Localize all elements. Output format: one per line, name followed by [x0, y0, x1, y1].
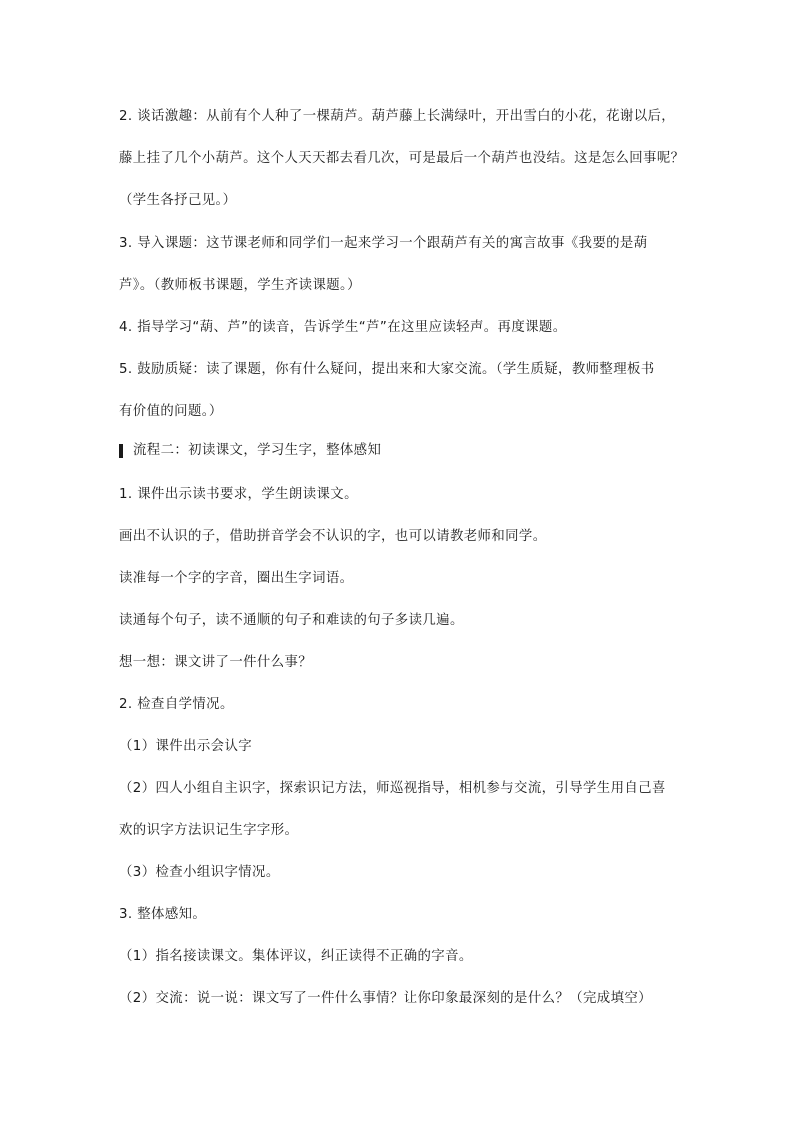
paragraph-line: 1. 课件出示读书要求，学生朗读课文。	[119, 487, 358, 502]
paragraph-line: 读准每一个字的字音，圈出生字词语。	[119, 571, 354, 586]
paragraph-line: 读通每个句子，读不通顺的句子和难读的句子多读几遍。	[119, 613, 464, 628]
paragraph-line: （2）四人小组自主识字，探索识记方法，师巡视指导，相机参与交流，引导学生用自己喜	[119, 781, 666, 796]
section-heading	[119, 442, 689, 460]
paragraph-line: 2. 检查自学情况。	[119, 697, 234, 712]
paragraph-line: （3）检查小组识字情况。	[119, 865, 280, 880]
paragraph-line: 画出不认识的子，借助拼音学会不认识的字，也可以请教老师和同学。	[119, 529, 547, 544]
paragraph-line: （1）课件出示会认字	[119, 739, 253, 754]
paragraph-line: 有价值的问题。）	[119, 404, 223, 419]
paragraph-line: （1）指名接读课文。集体评议，纠正读得不正确的字音。	[119, 949, 473, 964]
paragraph-line: 4. 指导学习“葫、芦”的读音，告诉学生“芦”在这里应读轻声。再度课题。	[119, 320, 567, 335]
paragraph-line: 藤上挂了几个小葫芦。这个人天天都去看几次，可是最后一个葫芦也没结。这是怎么回事呢？	[119, 151, 685, 166]
paragraph-line: 芦》。（教师板书课题，学生齐读课题。）	[119, 278, 361, 293]
paragraph-line: 3. 整体感知。	[119, 907, 207, 922]
paragraph-line: 想一想：课文讲了一件什么事？	[119, 655, 313, 670]
paragraph-line: 5. 鼓励质疑：读了课题，你有什么疑问，提出来和大家交流。（学生质疑，教师整理板书	[119, 362, 655, 377]
paragraph-line: 2. 谈话激趣：从前有个人种了一棵葫芦。葫芦藤上长满绿叶，开出雪白的小花，花谢以后，	[119, 109, 676, 124]
section-heading-text: 流程二：初读课文，学习生字，整体感知	[133, 443, 382, 458]
paragraph-line: 欢的识字方法识记生字字形。	[119, 823, 299, 838]
paragraph-line: （学生各抒己见。）	[119, 193, 237, 208]
paragraph-line: （2）交流：说一说：课文写了一件什么事情？让你印象最深刻的是什么？（完成填空）	[119, 991, 652, 1006]
paragraph-line: 3. 导入课题：这节课老师和同学们一起来学习一个跟葫芦有关的寓言故事《我要的是葫	[119, 236, 648, 251]
section-bar-icon	[119, 444, 123, 458]
